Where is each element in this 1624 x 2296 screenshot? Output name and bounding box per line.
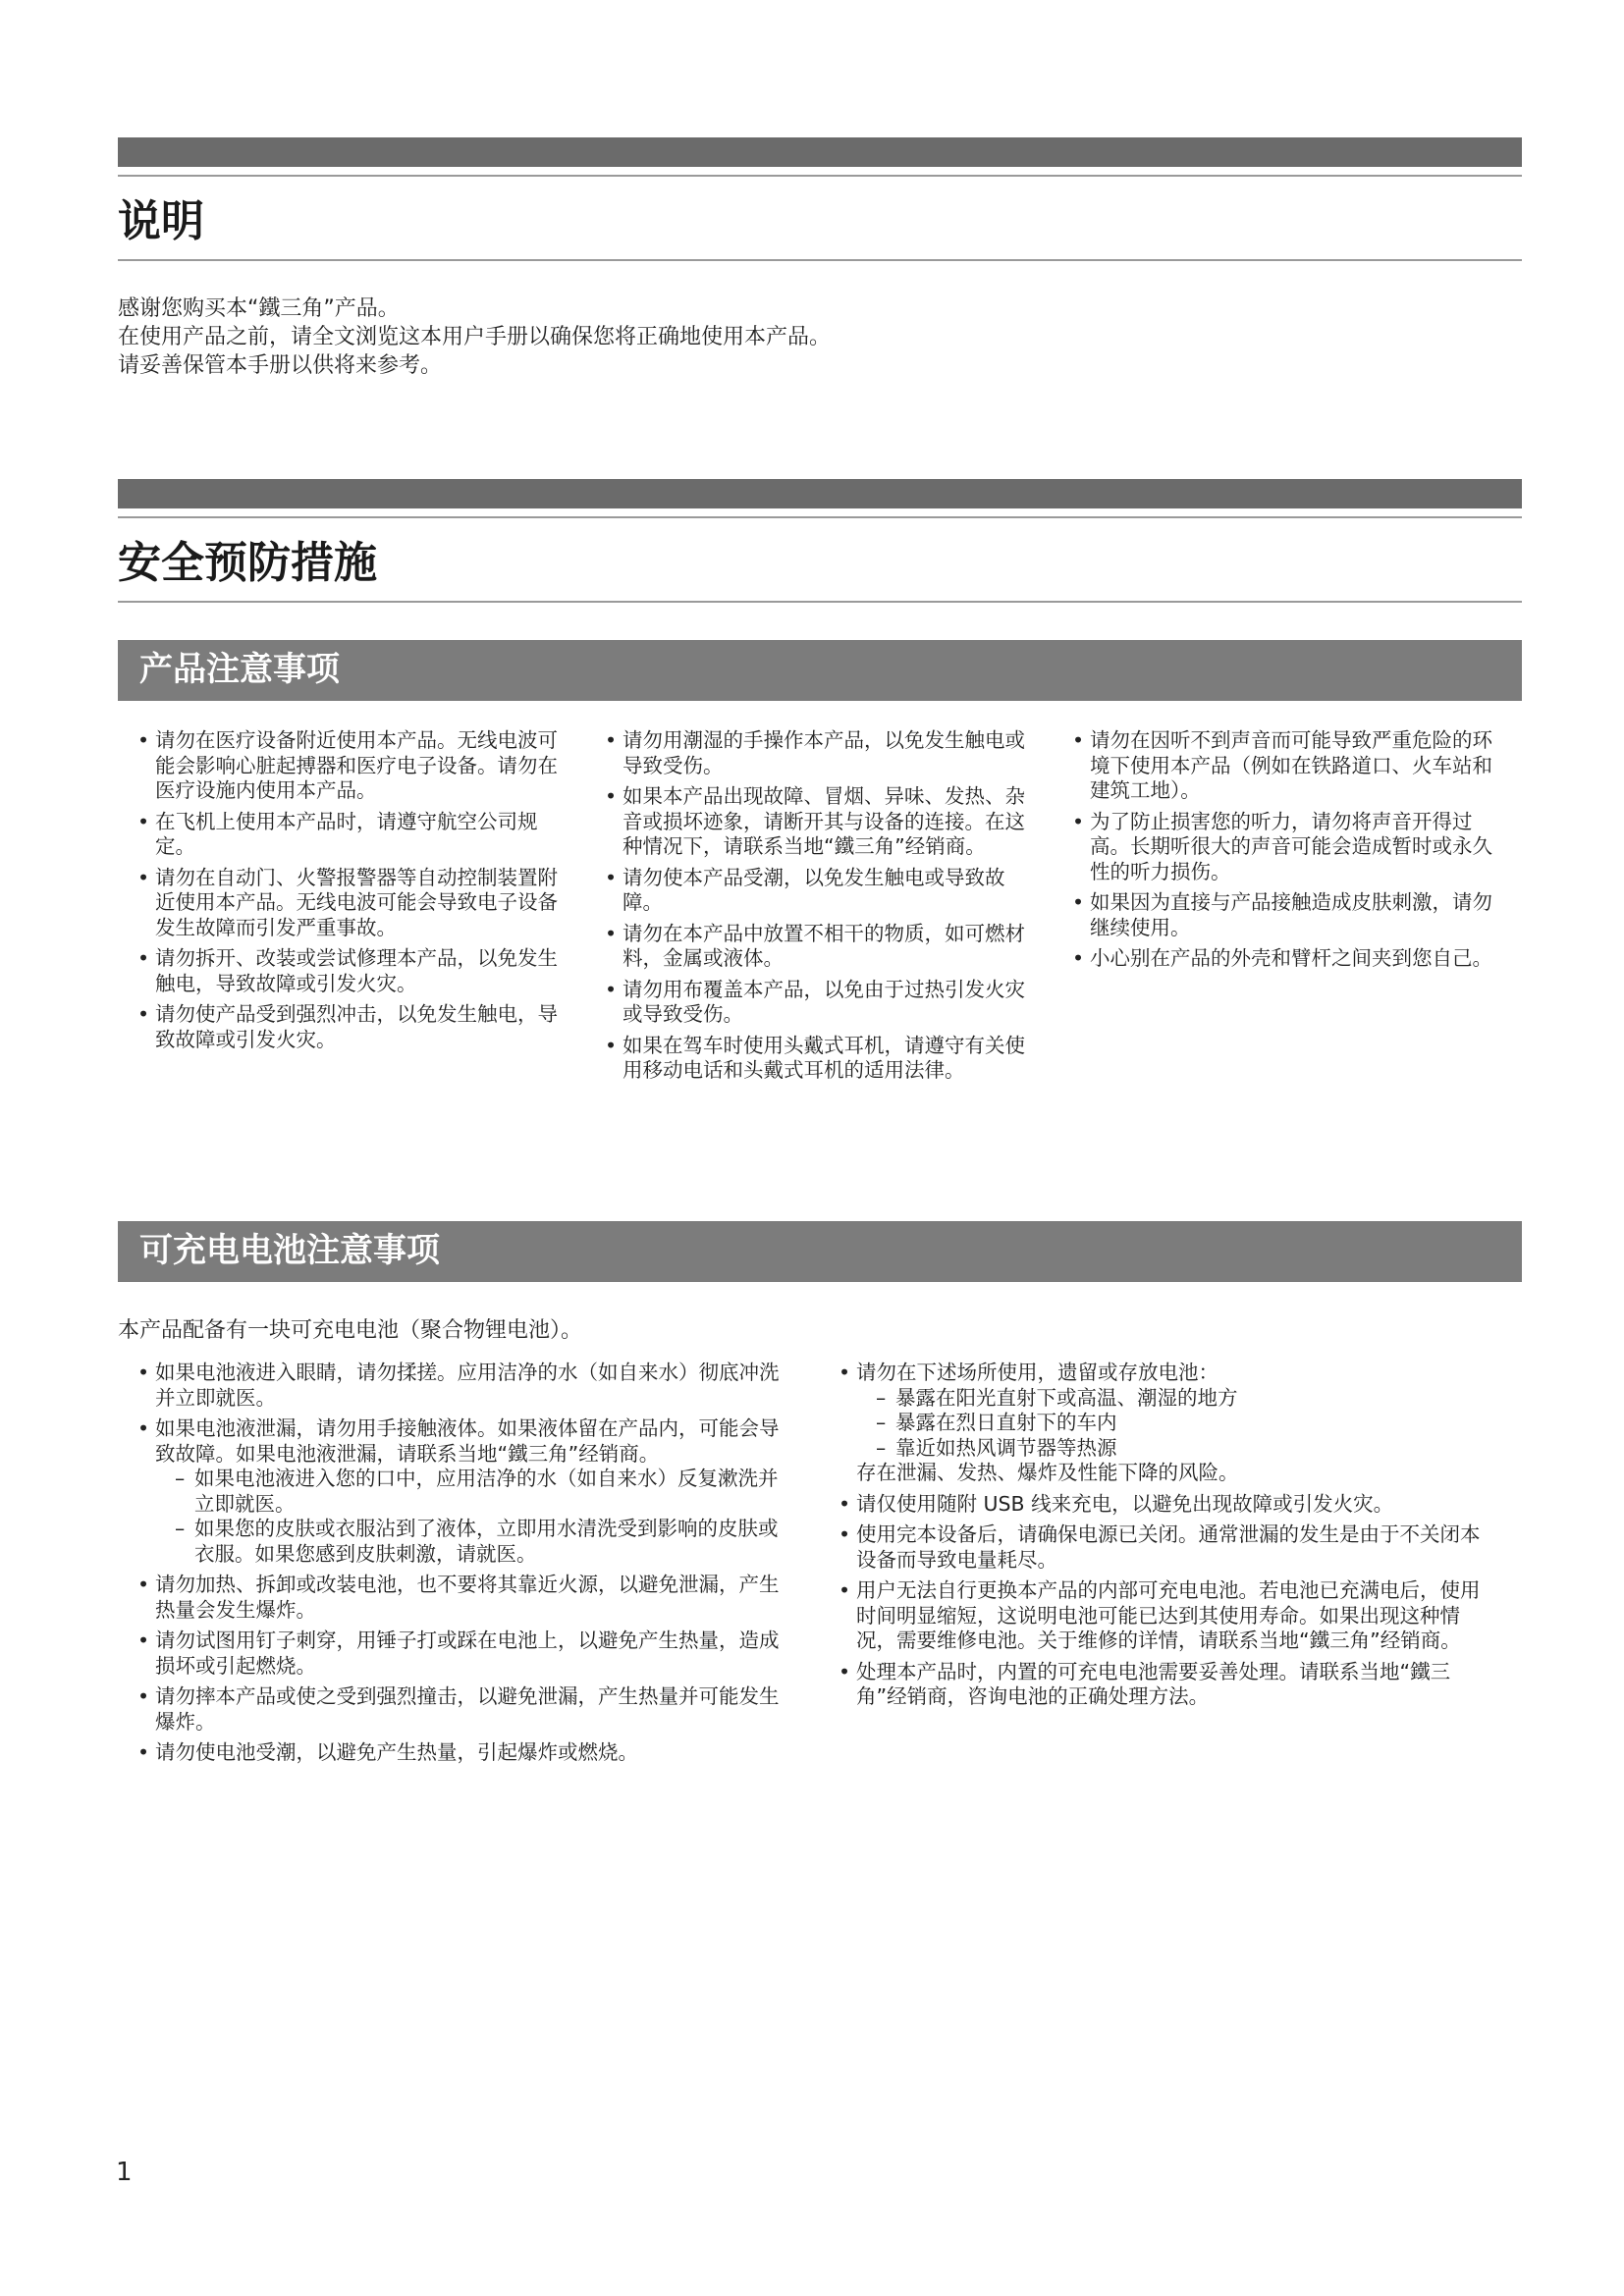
list-item: • 在飞机上使用本产品时，请遵守航空公司规定。 — [135, 810, 560, 860]
list-item: • 请勿使电池受潮，以避免产生热量，引起爆炸或燃烧。 — [135, 1740, 795, 1766]
list-item: • 请勿在本产品中放置不相干的物质，如可燃材料，金属或液体。 — [603, 922, 1027, 972]
header-rule — [118, 516, 1522, 518]
battery-subheading: 可充电电池注意事项 — [139, 1231, 440, 1270]
product-column-1 — [135, 728, 560, 1058]
header-bar — [118, 137, 1522, 167]
sub-item: – 靠近如热风调节器等热源 — [876, 1436, 1485, 1462]
list-item: • 用户无法自行更换本产品的内部可充电电池。若电池已充满电后，使用时间明显缩短，这说明电池可能已达到其使用寿命。如果出现这种情况，需要维修电池。关于维修的详情，请联系当地“鐵三角”经销商。 — [837, 1578, 1485, 1654]
list-item: • 使用完本设备后，请确保电源已关闭。通常泄漏的发生是由于不关闭本设备而导致电量耗尽。 — [837, 1522, 1485, 1573]
heading-underline — [118, 259, 1522, 261]
list-item: • 请仅使用随附 USB 线来充电，以避免出现故障或引发火灾。 — [837, 1492, 1485, 1518]
sub-item: – 暴露在烈日直射下的车内 — [876, 1411, 1485, 1436]
list-item — [135, 1416, 795, 1567]
list-item: • 请勿在自动门、火警报警器等自动控制装置附近使用本产品。无线电波可能会导致电子设备发生故障而引发严重事故。 — [135, 866, 560, 941]
intro-line: 请妥善保管本手册以供将来参考。 — [118, 353, 443, 378]
product-column-2 — [603, 728, 1027, 1090]
list-item: • 如果电池液进入眼睛，请勿揉搓。应用洁净的水（如自来水）彻底冲洗并立即就医。 — [135, 1361, 795, 1411]
list-item: • 小心别在产品的外壳和臂杆之间夹到您自己。 — [1070, 946, 1494, 972]
battery-intro: 本产品配备有一块可充电电池（聚合物锂电池）。 — [118, 1318, 583, 1343]
heading-underline — [118, 601, 1522, 603]
list-item: • 请勿摔本产品或使之受到强烈撞击，以避免泄漏，产生热量并可能发生爆炸。 — [135, 1684, 795, 1735]
intro-line: 在使用产品之前，请全文浏览这本用户手册以确保您将正确地使用本产品。 — [118, 325, 832, 349]
sub-item: – 如果电池液进入您的口中，应用洁净的水（如自来水）反复漱洗并立即就医。 — [175, 1467, 795, 1517]
battery-column-2 — [837, 1361, 1485, 1716]
safety-heading: 安全预防措施 — [118, 538, 377, 588]
sub-item: – 如果您的皮肤或衣服沾到了液体，立即用水清洗受到影响的皮肤或衣服。如果您感到皮肤刺激，请就医。 — [175, 1517, 795, 1567]
list-item: • 请勿使本产品受潮，以免发生触电或导致故障。 — [603, 866, 1027, 916]
list-item: • 如果因为直接与产品接触造成皮肤刺激，请勿继续使用。 — [1070, 890, 1494, 940]
list-item: • 请勿在医疗设备附近使用本产品。无线电波可能会影响心脏起搏器和医疗电子设备。请勿在医疗设施内使用本产品。 — [135, 728, 560, 804]
list-item: • 请勿在因听不到声音而可能导致严重危险的环境下使用本产品（例如在铁路道口、火车站和建筑工地）。 — [1070, 728, 1494, 804]
list-item: • 为了防止损害您的听力，请勿将声音开得过高。长期听很大的声音可能会造成暂时或永久性的听力损伤。 — [1070, 810, 1494, 885]
list-item: • 请勿试图用钉子刺穿，用锤子打或踩在电池上，以避免产生热量，造成损坏或引起燃烧。 — [135, 1629, 795, 1679]
list-item: • 请勿加热、拆卸或改装电池，也不要将其靠近火源，以避免泄漏，产生热量会发生爆炸。 — [135, 1573, 795, 1623]
list-item: • 处理本产品时，内置的可充电电池需要妥善处理。请联系当地“鐵三角”经销商，咨询电池的正确处理方法。 — [837, 1660, 1485, 1710]
product-subheading-bar — [118, 640, 1522, 701]
header-rule — [118, 175, 1522, 177]
product-column-3 — [1070, 728, 1494, 978]
list-item-text: • 如果电池液泄漏，请勿用手接触液体。如果液体留在产品内，可能会导致故障。如果电池液泄漏，请联系当地“鐵三角”经销商。 — [155, 1416, 780, 1466]
intro-text — [118, 294, 831, 380]
battery-subheading-bar — [118, 1221, 1522, 1282]
battery-column-1 — [135, 1361, 795, 1772]
list-item: • 如果在驾车时使用头戴式耳机，请遵守有关使用移动电话和头戴式耳机的适用法律。 — [603, 1034, 1027, 1084]
header-bar — [118, 479, 1522, 508]
list-item — [837, 1361, 1485, 1486]
intro-heading: 说明 — [118, 196, 204, 246]
list-item: • 请勿使产品受到强烈冲击，以免发生触电，导致故障或引发火灾。 — [135, 1002, 560, 1052]
list-item: • 请勿用布覆盖本产品，以免由于过热引发火灾或导致受伤。 — [603, 978, 1027, 1028]
list-item: • 请勿拆开、改装或尝试修理本产品，以免发生触电，导致故障或引发火灾。 — [135, 946, 560, 996]
list-item: • 请勿用潮湿的手操作本产品，以免发生触电或导致受伤。 — [603, 728, 1027, 778]
sub-item: – 暴露在阳光直射下或高温、潮湿的地方 — [876, 1386, 1485, 1412]
intro-line: 感谢您购买本“鐵三角”产品。 — [118, 296, 400, 321]
list-item-text: • 请勿在下述场所使用，遗留或存放电池： — [856, 1361, 1218, 1384]
list-item: • 如果本产品出现故障、冒烟、异味、发热、杂音或损坏迹象，请断开其与设备的连接。在这种情况下，请联系当地“鐵三角”经销商。 — [603, 784, 1027, 860]
product-subheading: 产品注意事项 — [139, 650, 340, 689]
page-number: 1 — [116, 2158, 133, 2187]
list-item-note: 存在泄漏、发热、爆炸及性能下降的风险。 — [856, 1461, 1239, 1484]
